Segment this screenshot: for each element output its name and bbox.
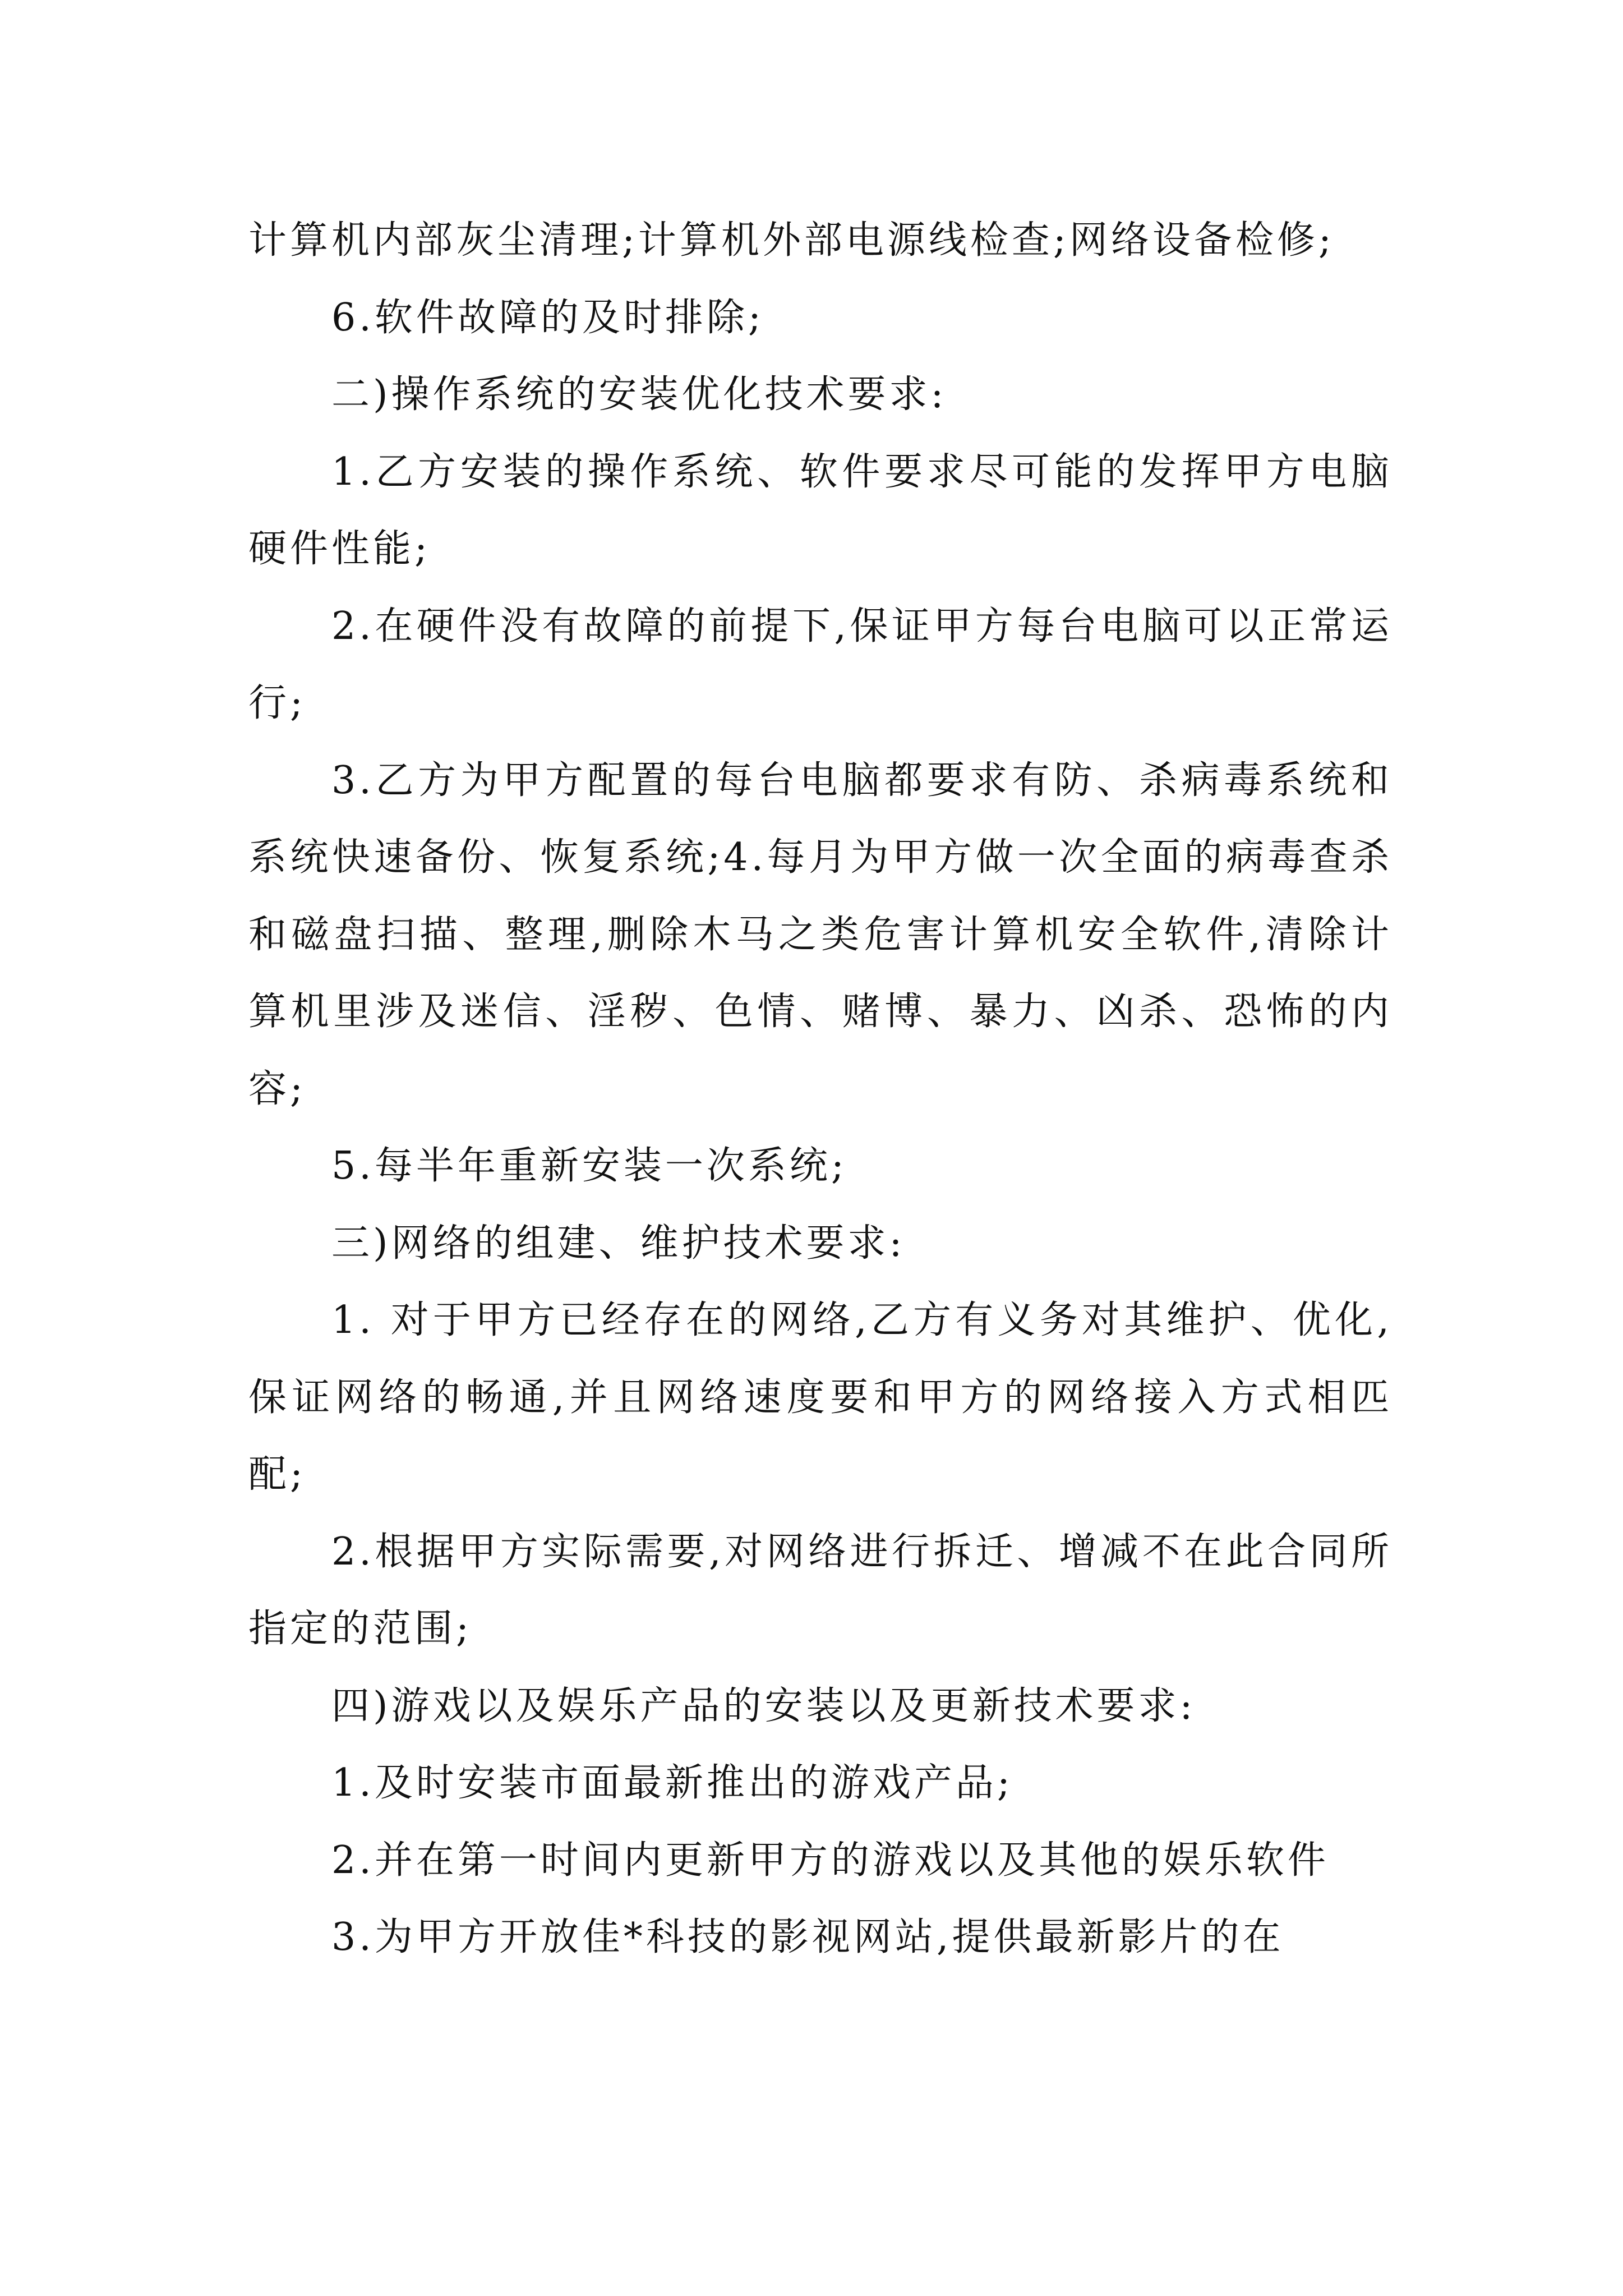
paragraph-network-item-2: 2.根据甲方实际需要,对网络进行拆迁、增减不在此合同所指定的范围; bbox=[248, 1529, 1393, 1651]
paragraph-os-item-5: 5.每半年重新安装一次系统; bbox=[331, 1144, 847, 1188]
paragraph-games-item-2: 2.并在第一时间内更新甲方的游戏以及其他的娱乐软件 bbox=[331, 1838, 1329, 1883]
section-heading-network: 三)网络的组建、维护技术要求: bbox=[331, 1221, 906, 1266]
document-body bbox=[248, 202, 1393, 1976]
paragraph-os-item-2: 2.在硬件没有故障的前提下,保证甲方每台电脑可以正常运行; bbox=[248, 604, 1393, 725]
paragraph-software-fault: 6.软件故障的及时排除; bbox=[331, 295, 764, 340]
paragraph-games-item-1: 1.及时安装市面最新推出的游戏产品; bbox=[331, 1761, 1013, 1805]
paragraph-os-item-1: 1.乙方安装的操作系统、软件要求尽可能的发挥甲方电脑硬件性能; bbox=[248, 449, 1393, 571]
paragraph-os-item-3-4: 3.乙方为甲方配置的每台电脑都要求有防、杀病毒系统和系统快速备份、恢复系统;4.每月为甲方做一次全面的病毒查杀和磁盘扫描、整理,删除木马之类危害计算机安全软件,清除计算机里涉及迷信、淫秽、色情、赌博、暴力、凶杀、恐怖的内容; bbox=[248, 758, 1393, 1111]
paragraph-games-item-3: 3.为甲方开放佳*科技的影视网站,提供最新影片的在 bbox=[331, 1915, 1284, 1959]
section-heading-os-install: 二)操作系统的安装优化技术要求: bbox=[331, 372, 947, 417]
paragraph-maintenance-items: 计算机内部灰尘清理;计算机外部电源线检查;网络设备检修; bbox=[248, 218, 1335, 263]
paragraph-network-item-1: 1. 对于甲方已经存在的网络,乙方有义务对其维护、优化,保证网络的畅通,并且网络速度要和甲方的网络接入方式相匹配; bbox=[248, 1298, 1393, 1497]
section-heading-games: 四)游戏以及娱乐产品的安装以及更新技术要求: bbox=[331, 1683, 1196, 1728]
